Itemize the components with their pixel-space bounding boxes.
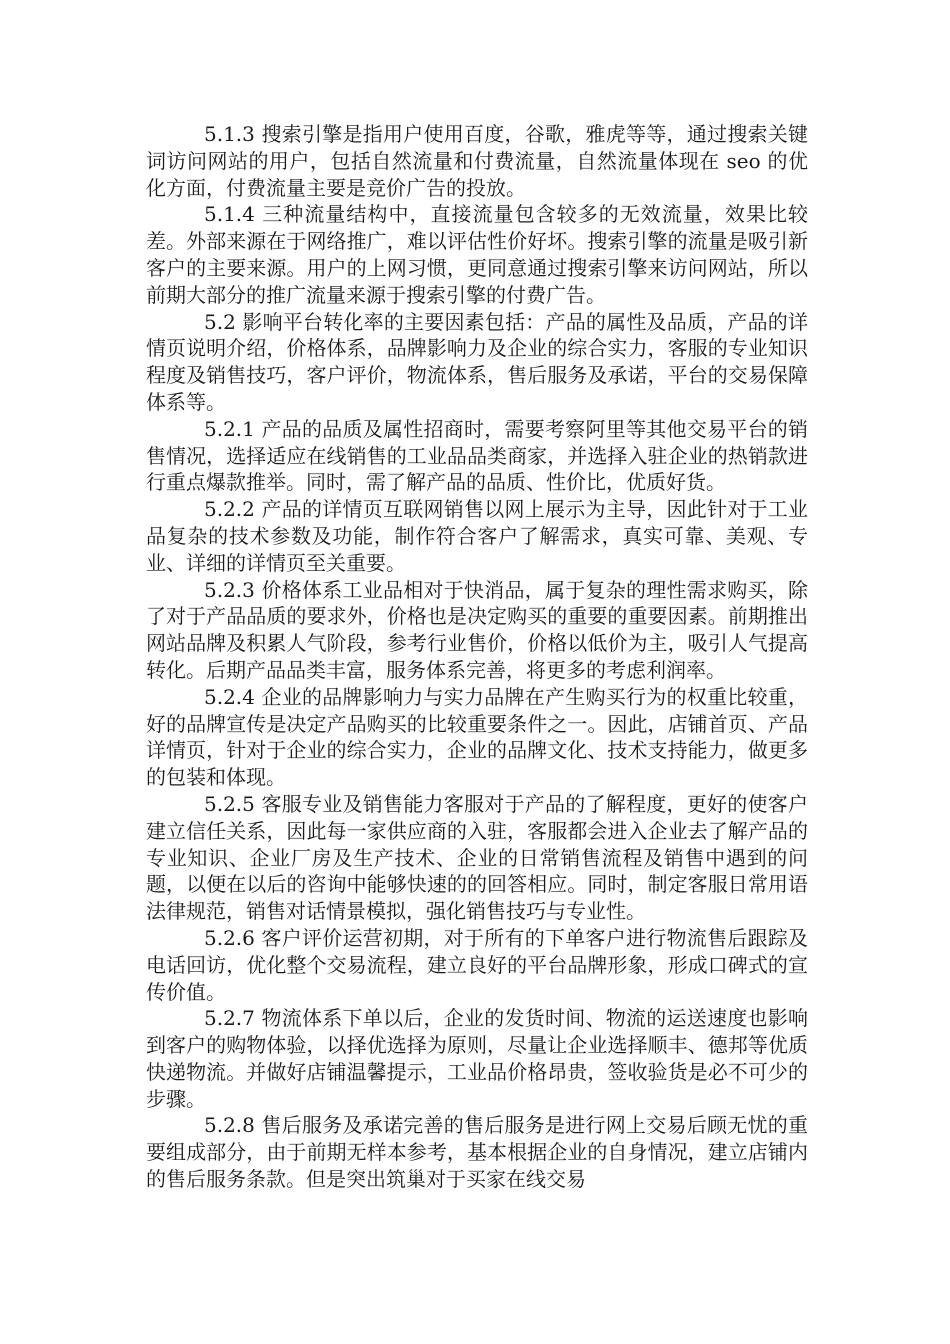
paragraph-5-2-7: 5.2.7 物流体系下单以后，企业的发货时间、物流的运送速度也影响到客户的购物体验，以择优选择为原则，尽量让企业选择顺丰、德邦等优质快递物流。并做好店铺温馨提示，工业品价格昂贵，签收验货是必不可少的步骤。 (146, 1006, 808, 1111)
paragraph-5-1-3: 5.1.3 搜索引擎是指用户使用百度，谷歌，雅虎等等，通过搜索关键词访问网站的用户，包括自然流量和付费流量，自然流量体现在 seo 的优化方面，付费流量主要是竞价广告的投放。 (146, 122, 808, 200)
paragraph-5-2-2: 5.2.2 产品的详情页互联网销售以网上展示为主导，因此针对于工业品复杂的技术参数及功能，制作符合客户了解需求，真实可靠、美观、专业、详细的详情页至关重要。 (146, 497, 808, 575)
paragraph-5-2-5: 5.2.5 客服专业及销售能力客服对于产品的了解程度，更好的使客户建立信任关系，因此每一家供应商的入驻，客服都会进入企业去了解产品的专业知识、企业厂房及生产技术、企业的日常销售流程及销售中遇到的问题，以便在以后的咨询中能够快速的的回答相应。同时，制定客服日常用语法律规范，销售对话情景模拟，强化销售技巧与专业性。 (146, 791, 808, 924)
paragraph-5-2-8: 5.2.8 售后服务及承诺完善的售后服务是进行网上交易后顾无忧的重要组成部分，由于前期无样本参考，基本根据企业的自身情况，建立店铺内的售后服务条款。但是突出筑巢对于买家在线交易 (146, 1113, 808, 1192)
document-body (146, 121, 808, 1193)
paragraph-5-1-4: 5.1.4 三种流量结构中，直接流量包含较多的无效流量，效果比较差。外部来源在于网络推广，难以评估性价好坏。搜索引擎的流量是吸引新客户的主要来源。用户的上网习惯，更同意通过搜索引擎来访问网站，所以前期大部分的推广流量来源于搜索引擎的付费广告。 (146, 202, 808, 307)
paragraph-5-2: 5.2 影响平台转化率的主要因素包括：产品的属性及品质，产品的详情页说明介绍，价格体系，品牌影响力及企业的综合实力，客服的专业知识程度及销售技巧，客户评价，物流体系，售后服务及承诺，平台的交易保障体系等。 (146, 309, 808, 414)
paragraph-5-2-6: 5.2.6 客户评价运营初期，对于所有的下单客户进行物流售后跟踪及电话回访，优化整个交易流程，建立良好的平台品牌形象，形成口碑式的宣传价值。 (146, 925, 808, 1004)
paragraph-5-2-3: 5.2.3 价格体系工业品相对于快消品，属于复杂的理性需求购买，除了对于产品品质的要求外，价格也是决定购买的重要的重要因素。前期推出网站品牌及积累人气阶段，参考行业售价，价格以低价为主，吸引人气提高转化。后期产品品类丰富，服务体系完善，将更多的考虑利润率。 (146, 577, 808, 682)
paragraph-5-2-4: 5.2.4 企业的品牌影响力与实力品牌在产生购买行为的权重比较重，好的品牌宣传是决定产品购买的比较重要条件之一。因此，店铺首页、产品详情页，针对于企业的综合实力，企业的品牌文化、技术支持能力，做更多的包装和体现。 (146, 684, 808, 790)
paragraph-5-2-1: 5.2.1 产品的品质及属性招商时，需要考察阿里等其他交易平台的销售情况，选择适应在线销售的工业品品类商家，并选择入驻企业的热销款进行重点爆款推举。同时，需了解产品的品质、性价比，优质好货。 (146, 416, 808, 495)
